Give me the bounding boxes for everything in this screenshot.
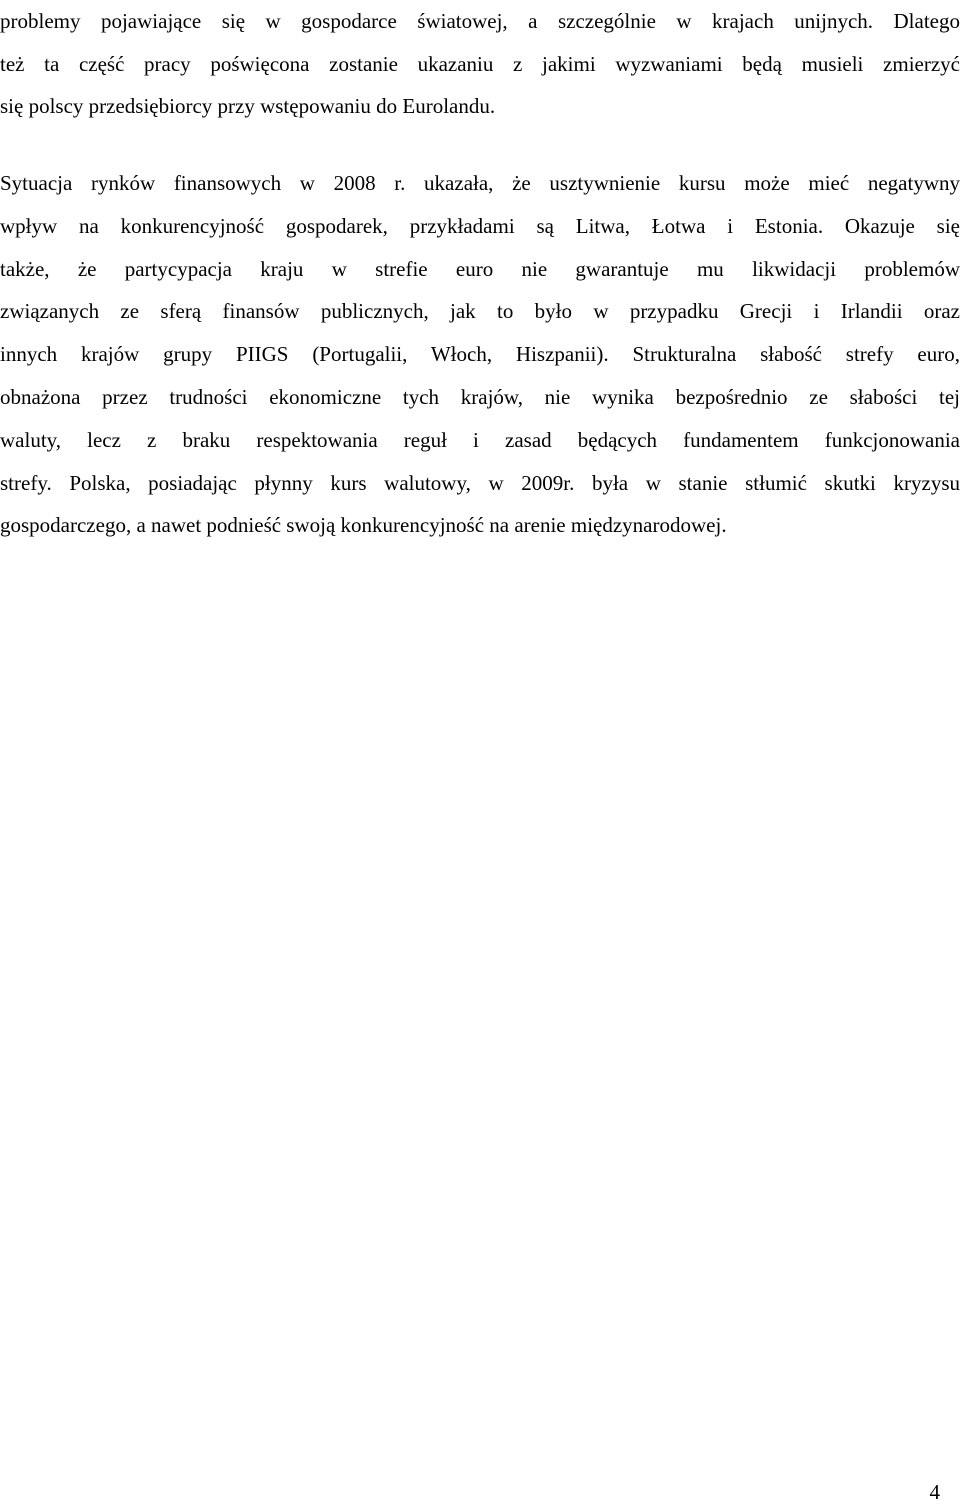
paragraph-line: problemy pojawiające się w gospodarce światowej, a szczególnie w krajach unijnych. Dlatego [0, 9, 960, 33]
paragraph-line: Sytuacja rynków finansowych w 2008 r. ukazała, że usztywnienie kursu może mieć negatywny [0, 171, 960, 195]
paragraph-line: także, że partycypacja kraju w strefie euro nie gwarantuje mu likwidacji problemów [0, 256, 960, 281]
paragraph-financial-markets [0, 162, 960, 547]
paragraph-line: obnażona przez trudności ekonomiczne tych krajów, nie wynika bezpośrednio ze słabości tej [0, 384, 960, 409]
paragraph-line: gospodarczego, a nawet podnieść swoją konkurencyjność na arenie międzynarodowej. [0, 513, 727, 538]
paragraph-line: też ta część pracy poświęcona zostanie ukazaniu z jakimi wyzwaniami będą musieli zmierzyć [0, 51, 960, 76]
paragraph-intro-continuation [0, 0, 960, 128]
paragraph-line: waluty, lecz z braku respektowania reguł i zasad będących fundamentem funkcjonowania [0, 427, 960, 452]
paragraph-line: wpływ na konkurencyjność gospodarek, przykładami są Litwa, Łotwa i Estonia. Okazuje się [0, 213, 960, 238]
paragraph-line: związanych ze sferą finansów publicznych, jak to było w przypadku Grecji i Irlandii oraz [0, 299, 960, 324]
paragraph-line: innych krajów grupy PIIGS (Portugalii, Włoch, Hiszpanii). Strukturalna słabość strefy euro, [0, 342, 960, 367]
page-number: 4 [929, 1480, 940, 1504]
paragraph-line: strefy. Polska, posiadając płynny kurs walutowy, w 2009r. była w stanie stłumić skutki kryzysu [0, 470, 960, 495]
paragraph-line: się polscy przedsiębiorcy przy wstępowaniu do Eurolandu. [0, 94, 496, 118]
